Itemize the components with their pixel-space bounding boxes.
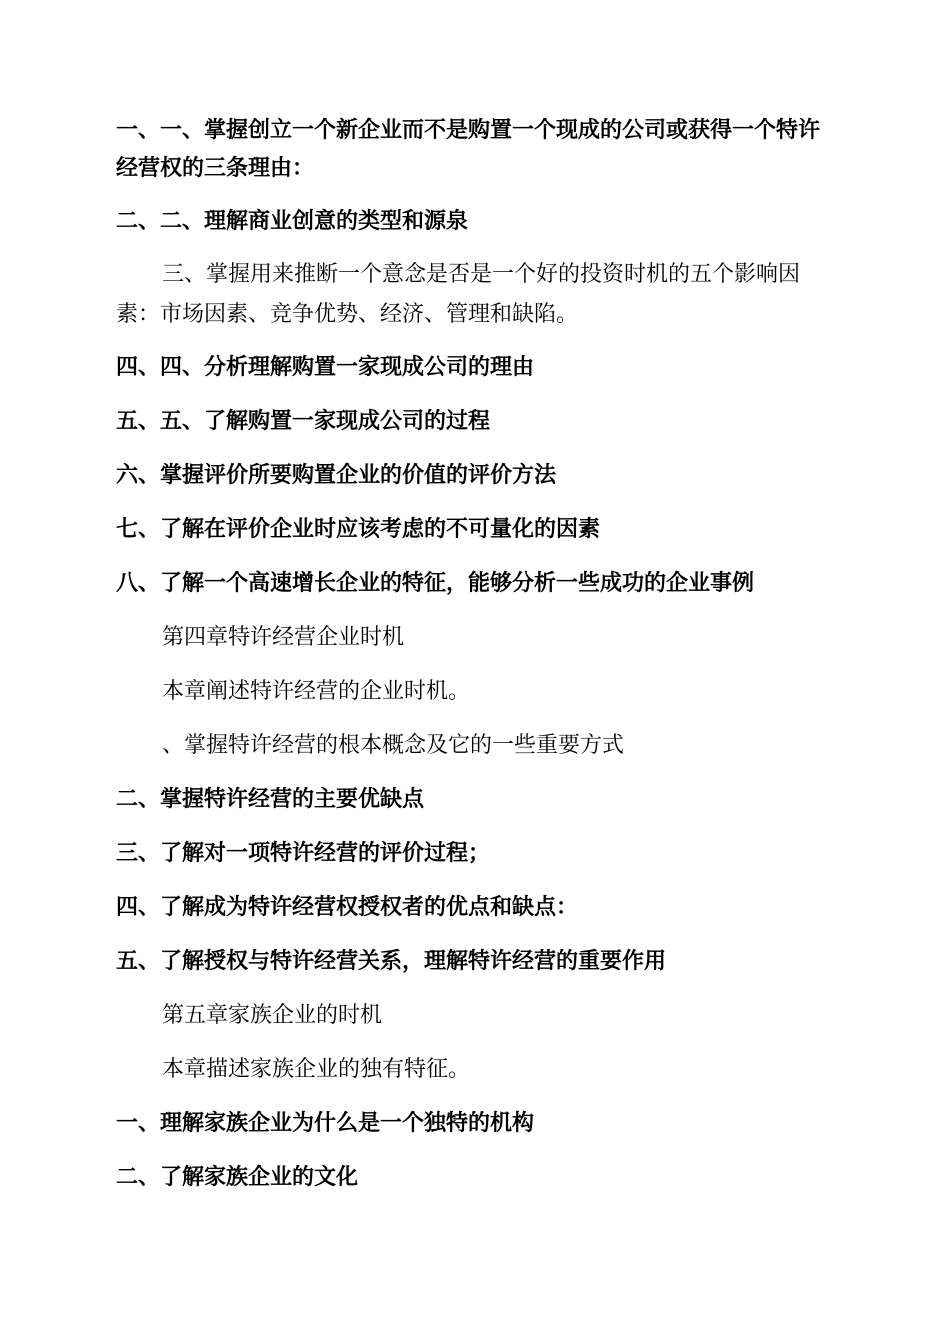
objective-line: 六、掌握评价所要购置企业的价值的评价方法 [116,463,557,488]
body-paragraph-line-continued: 素：市场因素、竞争优势、经济、管理和缺陷。 [116,302,579,327]
objective-line: 四、四、分析理解购置一家现成公司的理由 [116,355,535,380]
body-paragraph-line: 、掌握特许经营的根本概念及它的一些重要方式 [162,733,625,758]
objective-line: 一、一、掌握创立一个新企业而不是购置一个现成的公司或获得一个特许 [116,118,821,143]
chapter-intro: 本章描述家族企业的独有特征。 [162,1057,471,1082]
chapter-heading: 第四章特许经营企业时机 [162,625,405,650]
body-paragraph-line: 三、掌握用来推断一个意念是否是一个好的投资时机的五个影响因 [162,262,801,287]
objective-line: 八、了解一个高速增长企业的特征，能够分析一些成功的企业事例 [116,571,755,596]
objective-line: 一、理解家族企业为什么是一个独特的机构 [116,1111,535,1136]
objective-line: 七、了解在评价企业时应该考虑的不可量化的因素 [116,517,601,542]
chapter-intro: 本章阐述特许经营的企业时机。 [162,679,471,704]
objective-line: 二、掌握特许经营的主要优缺点 [116,787,425,812]
objective-line: 四、了解成为特许经营权授权者的优点和缺点： [116,895,579,920]
objective-line: 五、五、了解购置一家现成公司的过程 [116,409,491,434]
objective-line: 三、了解对一项特许经营的评价过程； [116,841,491,866]
objective-line: 二、了解家族企业的文化 [116,1165,359,1190]
objective-line-continued: 经营权的三条理由： [116,156,315,181]
objective-line: 五、了解授权与特许经营关系，理解特许经营的重要作用 [116,949,667,974]
chapter-heading: 第五章家族企业的时机 [162,1003,383,1028]
objective-line: 二、二、理解商业创意的类型和源泉 [116,209,469,234]
